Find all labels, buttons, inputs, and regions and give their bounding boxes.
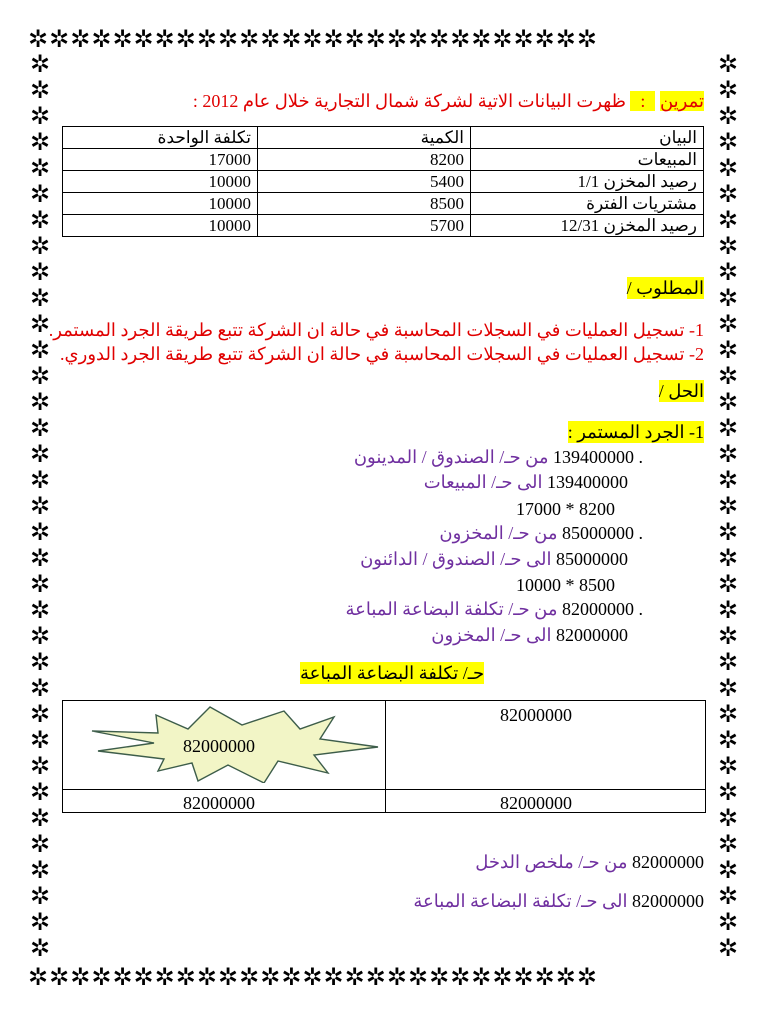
journal-entry [431,624,628,646]
closing-entry [413,890,704,912]
t-account-left-total: 82000000 [183,793,255,813]
closing-text: من حـ/ ملخص الدخل [475,852,628,872]
calc-line: 10000 * 8500 [516,575,615,595]
entry-text: من حـ/ المخزون [439,523,558,543]
row-unit-cost: 17000 [63,149,258,171]
row-quantity: 5700 [258,215,471,237]
entry-dot: . [638,523,643,543]
table-row [63,149,704,171]
entry-amount: 139400000 [553,447,634,467]
row-unit-cost: 10000 [63,171,258,193]
entry-text: الى حـ/ المخزون [431,625,552,645]
closing-text: الى حـ/ تكلفة البضاعة المباعة [413,891,628,911]
t-account-right-total: 82000000 [500,793,572,813]
row-quantity: 5400 [258,171,471,193]
page-border-bottom: ✲✲✲✲✲✲✲✲✲✲✲✲✲✲✲✲✲✲✲✲✲✲✲✲✲✲✲ [28,966,598,990]
exercise-statement: ظهرت البيانات الاتية لشركة شمال التجارية خلال عام 2012 : [192,91,626,111]
journal-entry [354,446,643,468]
page-border-left: ✲ ✲ ✲ ✲ ✲ ✲ ✲ ✲ ✲ ✲ ✲ ✲ ✲ ✲ ✲ ✲ ✲ ✲ ✲ ✲ ✲ ✲ ✲ ✲ ✲ ✲ ✲ ✲ ✲ ✲ ✲ ✲ ✲ ✲ ✲ [29,52,51,962]
row-description: المبيعات [471,149,704,171]
header-description: البيان [471,127,704,149]
table-row [63,193,704,215]
entry-text: من حـ/ تكلفة البضاعة المباعة [345,599,558,619]
page-border-top: ✲✲✲✲✲✲✲✲✲✲✲✲✲✲✲✲✲✲✲✲✲✲✲✲✲✲✲ [28,28,598,52]
entry-text: من حـ/ الصندوق / المدينون [353,447,549,467]
closing-entry [475,851,704,873]
table-header-row [63,127,704,149]
row-description: رصيد المخزن 1/1 [471,171,704,193]
entry-amount: 139400000 [547,472,628,492]
required-item-1: 1- تسجيل العمليات في السجلات المحاسبة في حالة ان الشركة تتبع طريقة الجرد المستمر. [48,320,704,340]
entry-dot: . [638,447,643,467]
required-item-2: 2- تسجيل العمليات في السجلات المحاسبة في حالة ان الشركة تتبع طريقة الجرد الدوري. [60,344,704,364]
header-quantity: الكمية [258,127,471,149]
row-quantity: 8200 [258,149,471,171]
table-row [63,171,704,193]
t-account-title: حـ/ تكلفة البضاعة المباعة [300,663,485,683]
row-unit-cost: 10000 [63,193,258,215]
page-border-right: ✲ ✲ ✲ ✲ ✲ ✲ ✲ ✲ ✲ ✲ ✲ ✲ ✲ ✲ ✲ ✲ ✲ ✲ ✲ ✲ ✲ ✲ ✲ ✲ ✲ ✲ ✲ ✲ ✲ ✲ ✲ ✲ ✲ ✲ ✲ [717,52,739,962]
journal-entry [424,471,628,493]
entry-amount: 82000000 [562,599,634,619]
exercise-label: تمرين [659,91,704,111]
row-description: رصيد المخزن 12/31 [471,215,704,237]
entry-amount: 85000000 [562,523,634,543]
solution-heading: الحل / [658,381,704,401]
data-table [62,126,704,237]
method-heading: 1- الجرد المستمر : [567,422,704,442]
exercise-line [193,90,704,112]
burst-value: 82000000 [183,736,255,756]
journal-entry [439,522,643,544]
t-account-right-value: 82000000 [500,705,572,725]
row-quantity: 8500 [258,193,471,215]
entry-text: الى حـ/ الصندوق / الدائنون [360,549,552,569]
required-heading: المطلوب / [626,278,704,298]
header-unit-cost: تكلفة الواحدة [63,127,258,149]
entry-amount: 82000000 [556,625,628,645]
closing-amount: 82000000 [632,891,704,911]
entry-text: الى حـ/ المبيعات [423,472,543,492]
table-row [63,215,704,237]
closing-amount: 82000000 [632,852,704,872]
entry-dot: . [638,599,643,619]
journal-entry [360,548,628,570]
t-account [62,700,706,813]
row-unit-cost: 10000 [63,215,258,237]
exercise-colon: : [630,91,655,111]
entry-amount: 85000000 [556,549,628,569]
calc-line: 17000 * 8200 [516,499,615,519]
row-description: مشتريات الفترة [471,193,704,215]
t-account-total-line [63,789,705,790]
journal-entry [345,598,643,620]
